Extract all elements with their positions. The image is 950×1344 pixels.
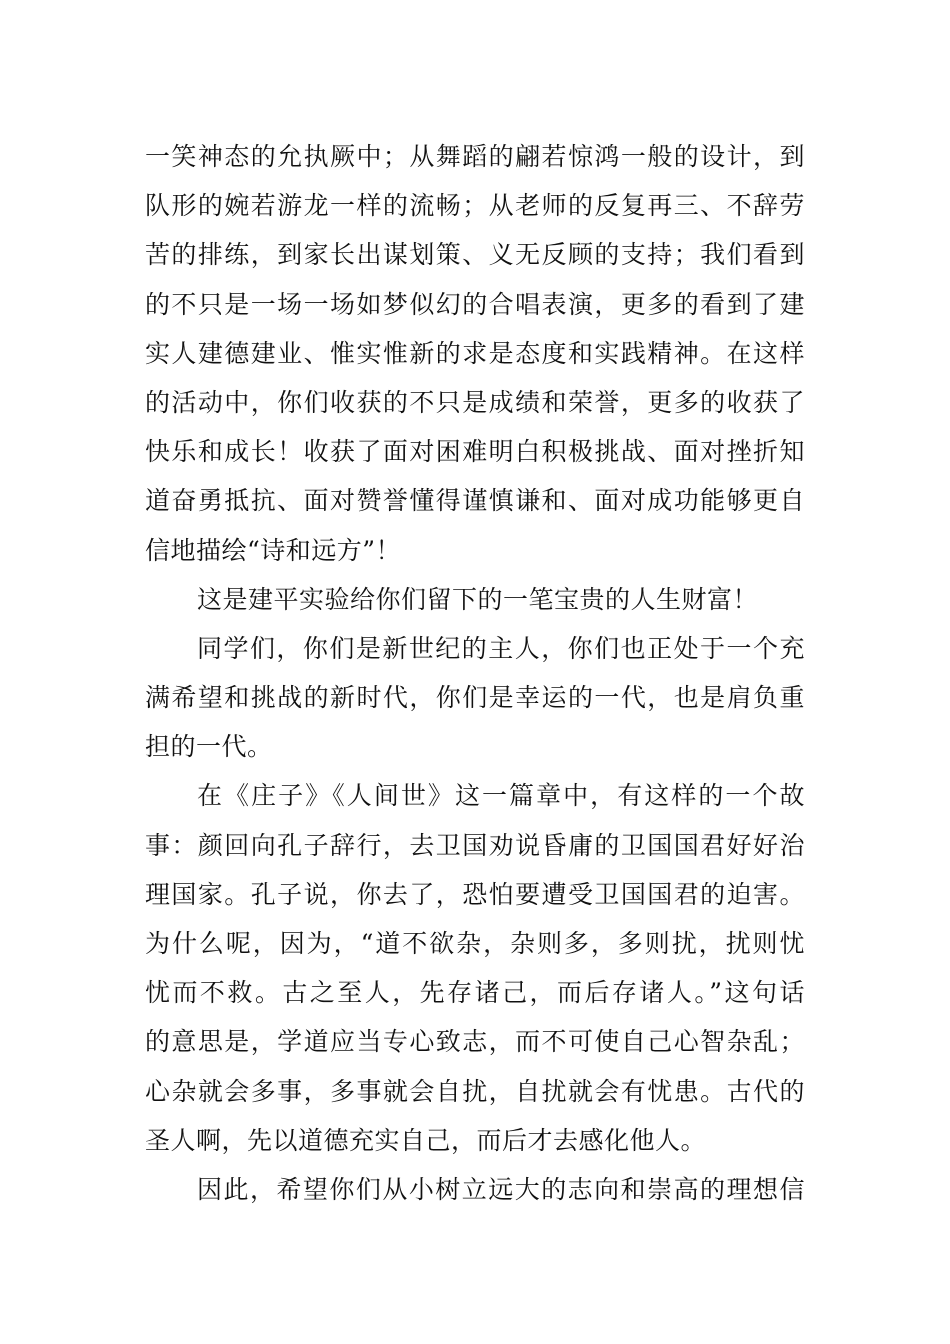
text-line: 心杂就会多事，多事就会自扰，自扰就会有忧患。古代的 <box>145 1076 805 1106</box>
text-line: 快乐和成长！收获了面对困难明白积极挑战、面对挫折知 <box>145 437 805 467</box>
text-line: 忧而不救。古之至人，先存诸己，而后存诸人。”这句话 <box>145 978 805 1008</box>
text-line: 的意思是，学道应当专心致志，而不可使自己心智杂乱； <box>145 1027 805 1057</box>
text-line: 理国家。孔子说，你去了，恐怕要遭受卫国国君的迫害。 <box>145 879 805 909</box>
text-line: 队形的婉若游龙一样的流畅；从老师的反复再三、不辞劳 <box>145 191 805 221</box>
text-line: 为什么呢，因为，“道不欲杂，杂则多，多则扰，扰则忧 <box>145 929 805 958</box>
text-line: 道奋勇抵抗、面对赞誉懂得谨慎谦和、面对成功能够更自 <box>145 486 805 516</box>
text-line: 实人建德建业、惟实惟新的求是态度和实践精神。在这样 <box>145 338 805 368</box>
text-line: 担的一代。 <box>145 732 273 762</box>
body-text <box>145 132 805 1214</box>
text-line: 的不只是一场一场如梦似幻的合唱表演，更多的看到了建 <box>145 289 805 319</box>
text-line: 满希望和挑战的新时代，你们是幸运的一代，也是肩负重 <box>145 683 805 713</box>
text-line: 同学们，你们是新世纪的主人，你们也正处于一个充 <box>197 633 805 663</box>
text-line: 因此，希望你们从小树立远大的志向和崇高的理想信 <box>197 1174 805 1204</box>
text-line: 信地描绘“诗和远方”！ <box>145 535 402 565</box>
text-line: 圣人啊，先以道德充实自己，而后才去感化他人。 <box>145 1125 707 1155</box>
text-line: 的活动中，你们收获的不只是成绩和荣誉，更多的收获了 <box>145 387 805 417</box>
text-line: 一笑神态的允执厥中；从舞蹈的翩若惊鸿一般的设计，到 <box>145 142 805 171</box>
text-line: 这是建平实验给你们留下的一笔宝贵的人生财富！ <box>197 584 759 614</box>
text-line: 在《庄子》《人间世》这一篇章中，有这样的一个故 <box>197 781 805 811</box>
text-line: 事：颜回向孔子辞行，去卫国劝说昏庸的卫国国君好好治 <box>145 830 805 860</box>
text-line: 苦的排练，到家长出谋划策、义无反顾的支持；我们看到 <box>145 240 805 270</box>
